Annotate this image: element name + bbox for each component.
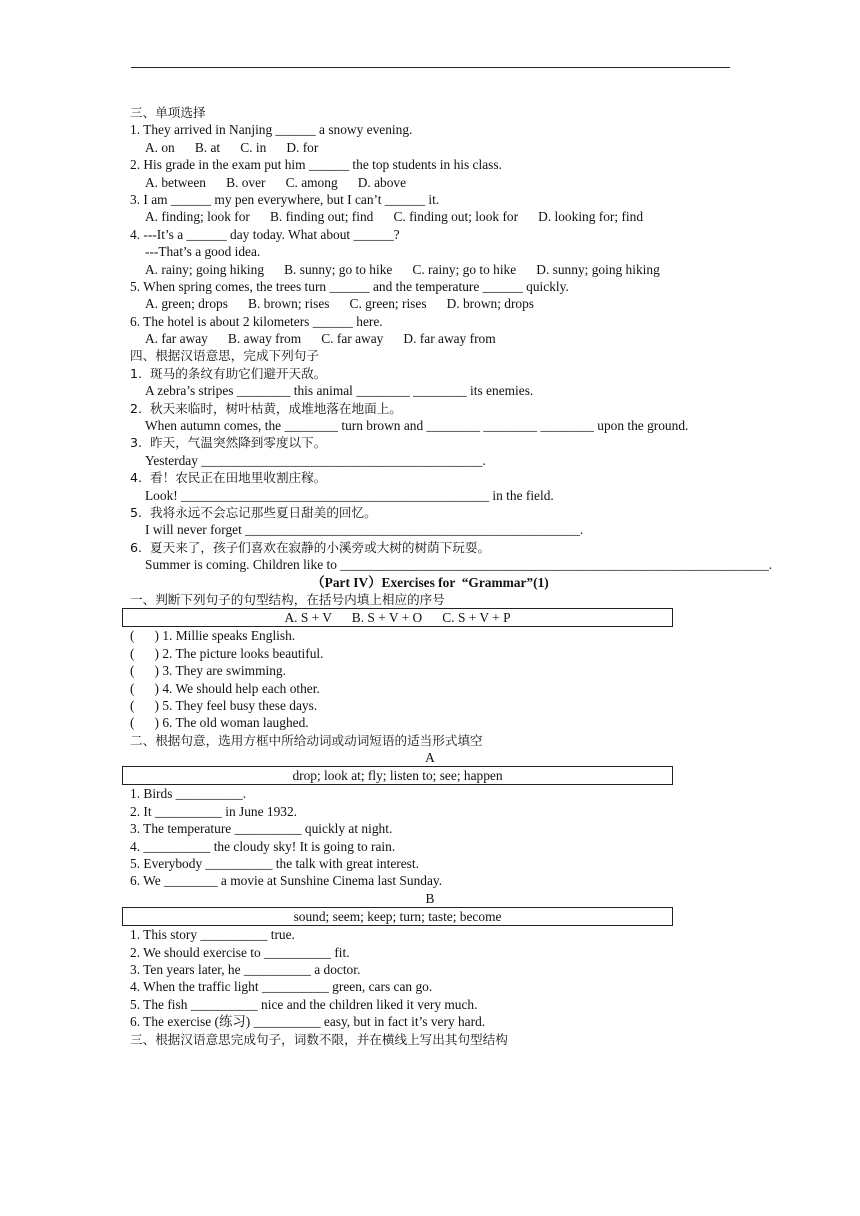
question-options: A. finding; look for B. finding out; find C. finding out; look for D. looking for; find bbox=[145, 209, 644, 225]
group-b-label: B bbox=[425, 890, 435, 906]
question-options: A. far away B. away from C. far away D. far away from bbox=[145, 331, 496, 347]
fill-item: 4. __________ the cloudy sky! It is going to rain. bbox=[130, 838, 396, 854]
english-blank-sentence: When autumn comes, the ________ turn brown and ________ ________ ________ upon the ground. bbox=[145, 418, 689, 434]
english-blank-sentence: I will never forget __________________________________________________. bbox=[145, 522, 584, 538]
chinese-prompt: 3. 昨天，气温突然降到零度以下。 bbox=[130, 435, 327, 451]
section-title-verb-fill: 二、根据句意，选用方框中所给动词或动词短语的适当形式填空 bbox=[130, 732, 483, 748]
word-box-b: sound; seem; keep; turn; taste; become bbox=[122, 907, 673, 926]
section-title-complete-sentences: 三、根据汉语意思完成句子，词数不限，并在横线上写出其句型结构 bbox=[130, 1031, 508, 1047]
chinese-prompt: 1. 斑马的条纹有助它们避开天敌。 bbox=[130, 365, 327, 381]
group-a-label: A bbox=[425, 750, 435, 766]
question-options: A. rainy; going hiking B. sunny; go to hike C. rainy; go to hike D. sunny; going hiking bbox=[145, 261, 660, 277]
chinese-prompt: 5. 我将永远不会忘记那些夏日甜美的回忆。 bbox=[130, 505, 377, 520]
pattern-item: ( ) 5. They feel busy these days. bbox=[130, 697, 318, 713]
english-blank-sentence: Yesterday __________________________________________. bbox=[145, 452, 486, 468]
pattern-item: ( ) 4. We should help each other. bbox=[130, 680, 320, 696]
worksheet-page bbox=[130, 104, 773, 1048]
fill-item: 1. Birds __________. bbox=[130, 786, 247, 802]
header-rule bbox=[131, 67, 730, 68]
question-options: A. green; drops B. brown; rises C. green; rises D. brown; drops bbox=[145, 296, 535, 312]
section-title-multiple-choice: 三、单项选择 bbox=[130, 105, 206, 120]
fill-item: 2. It __________ in June 1932. bbox=[130, 803, 298, 819]
pattern-item: ( ) 2. The picture looks beautiful. bbox=[130, 645, 324, 661]
fill-item: 2. We should exercise to __________ fit. bbox=[130, 944, 350, 960]
question-dialogue: ---That’s a good idea. bbox=[145, 244, 261, 260]
part-title: （Part IV）Exercises for “Grammar”(1) bbox=[311, 574, 549, 590]
question-text: 4. ---It’s a ______ day today. What about ______? bbox=[130, 226, 400, 242]
english-blank-sentence: Summer is coming. Children like to ________________________________________________________________. bbox=[145, 557, 773, 573]
fill-item: 6. We ________ a movie at Sunshine Cinema last Sunday. bbox=[130, 873, 443, 889]
fill-item: 5. Everybody __________ the talk with great interest. bbox=[130, 856, 419, 872]
question-text: 3. I am ______ my pen everywhere, but I can’t ______ it. bbox=[130, 191, 440, 207]
question-text: 1. They arrived in Nanjing ______ a snowy evening. bbox=[130, 122, 413, 138]
chinese-prompt: 6. 夏天来了，孩子们喜欢在寂静的小溪旁或大树的树荫下玩耍。 bbox=[130, 539, 491, 555]
question-text: 6. The hotel is about 2 kilometers ______ here. bbox=[130, 313, 383, 329]
fill-item: 3. The temperature __________ quickly at night. bbox=[130, 821, 393, 837]
english-blank-sentence: Look! ______________________________________________ in the field. bbox=[145, 487, 554, 503]
fill-item: 6. The exercise (练习) __________ easy, but in fact it’s very hard. bbox=[130, 1014, 486, 1030]
question-text: 5. When spring comes, the trees turn ______ and the temperature ______ quickly. bbox=[130, 278, 569, 294]
pattern-item: ( ) 6. The old woman laughed. bbox=[130, 715, 309, 731]
fill-item: 5. The fish __________ nice and the children liked it very much. bbox=[130, 996, 478, 1012]
chinese-prompt: 2. 秋天来临时，树叶枯黄，成堆地落在地面上。 bbox=[130, 400, 402, 416]
section-title-translation: 四、根据汉语意思，完成下列句子 bbox=[130, 348, 319, 364]
word-box-a: drop; look at; fly; listen to; see; happen bbox=[122, 766, 673, 785]
pattern-item: ( ) 3. They are swimming. bbox=[130, 663, 286, 679]
question-text: 2. His grade in the exam put him ______ the top students in his class. bbox=[130, 157, 502, 173]
section-title-sentence-patterns: 一、判断下列句子的句型结构，在括号内填上相应的序号 bbox=[130, 591, 445, 607]
question-options: A. between B. over C. among D. above bbox=[145, 174, 407, 190]
pattern-options-box: A. S + V B. S + V + O C. S + V + P bbox=[122, 608, 673, 627]
question-options: A. on B. at C. in D. for bbox=[145, 139, 319, 155]
pattern-item: ( ) 1. Millie speaks English. bbox=[130, 628, 296, 644]
fill-item: 1. This story __________ true. bbox=[130, 927, 295, 943]
fill-item: 4. When the traffic light __________ green, cars can go. bbox=[130, 979, 433, 995]
fill-item: 3. Ten years later, he __________ a doctor. bbox=[130, 961, 361, 977]
english-blank-sentence: A zebra’s stripes ________ this animal ________ ________ its enemies. bbox=[145, 383, 534, 399]
chinese-prompt: 4. 看！农民正在田地里收割庄稼。 bbox=[130, 470, 327, 486]
